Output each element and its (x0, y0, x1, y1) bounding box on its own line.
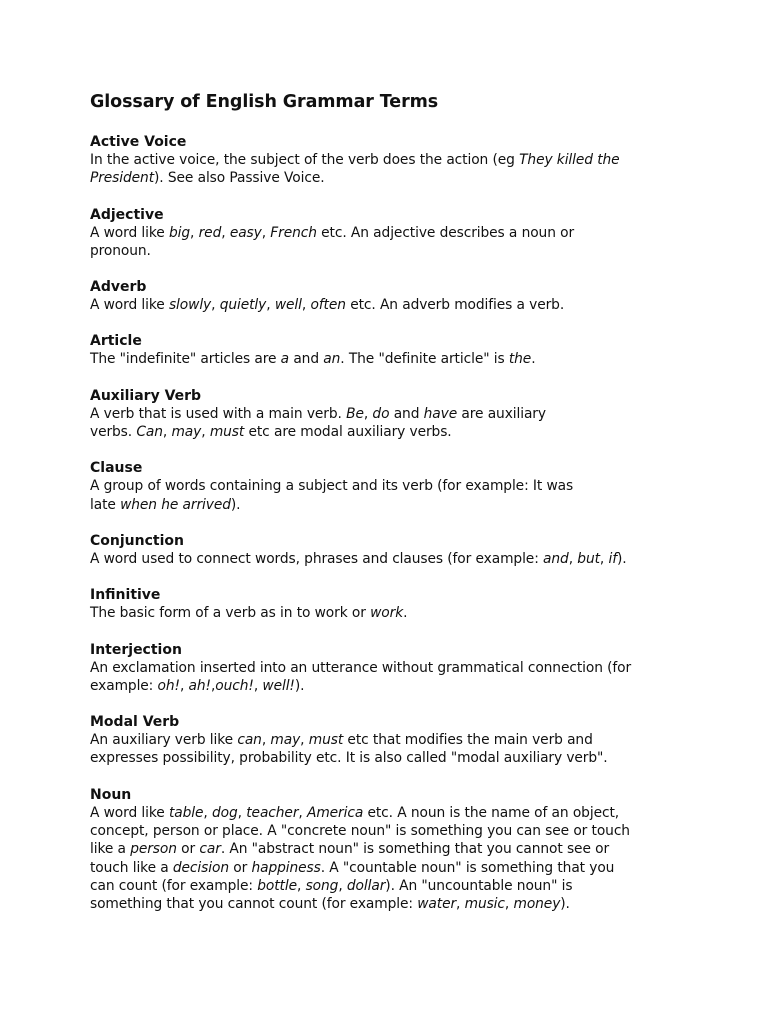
text-run: or (228, 859, 252, 876)
text-run: A verb that is used with a main verb. (90, 405, 347, 422)
text-run: , (221, 224, 230, 241)
text-run: , (568, 550, 578, 567)
definition-line (90, 804, 690, 822)
italic-example: work (370, 605, 404, 622)
text-run: A word used to connect words, phrases and clauses (for example: (90, 550, 544, 567)
glossary-definition (90, 659, 690, 696)
glossary-definition (90, 731, 690, 768)
glossary-entry (90, 387, 690, 442)
italic-example: red (198, 224, 222, 241)
text-run: , (179, 677, 189, 694)
italic-example: They killed the (519, 152, 620, 168)
text-run: are auxiliary (457, 405, 546, 422)
italic-example: may (270, 732, 301, 749)
text-run: or (176, 841, 200, 858)
italic-example: dog (212, 804, 238, 821)
italic-example: Can (136, 424, 163, 441)
italic-example: when he arrived (120, 496, 231, 513)
italic-example: President (90, 170, 155, 187)
definition-line (90, 350, 690, 368)
text-run: A word like (90, 224, 169, 241)
text-run: A group of words containing a subject and its verb (for example: It was (90, 478, 574, 495)
text-run: something that you cannot count (for example: (90, 896, 418, 913)
definition-line (90, 224, 690, 242)
glossary-term: Article (90, 333, 142, 350)
glossary-page (90, 92, 690, 932)
definition-line (90, 423, 690, 441)
glossary-definition (90, 296, 690, 314)
glossary-definition (90, 477, 690, 514)
italic-example: decision (172, 859, 229, 876)
glossary-definition (90, 224, 690, 261)
text-run: , (297, 877, 306, 894)
italic-example: slowly (168, 297, 212, 314)
text-run: late (90, 496, 121, 513)
italic-example: do (372, 405, 390, 422)
text-run: like a (90, 841, 131, 858)
glossary-entry (90, 278, 690, 314)
italic-example: ouch! (215, 677, 254, 694)
glossary-term: Interjection (90, 641, 182, 658)
glossary-term: Adverb (90, 279, 147, 296)
definition-line (90, 169, 690, 187)
italic-example: but (577, 550, 600, 567)
italic-example: happiness (251, 859, 321, 876)
text-run: etc that modifies the main verb and (343, 732, 593, 749)
definition-line (90, 496, 690, 514)
italic-example: an (323, 351, 341, 368)
text-run: An exclamation inserted into an utterance without grammatical connection (for (90, 659, 632, 676)
text-run: , (162, 424, 172, 441)
text-run: can count (for example: (90, 877, 258, 894)
italic-example: a (280, 351, 290, 368)
text-run: ). (230, 496, 241, 513)
glossary-definition (90, 604, 690, 622)
italic-example: teacher (246, 804, 299, 821)
text-run: ). See also Passive Voice. (154, 170, 325, 187)
definition-line (90, 477, 690, 495)
italic-example: easy (229, 224, 262, 241)
definition-line (90, 840, 690, 858)
definition-line (90, 749, 690, 767)
text-run: , (203, 804, 212, 821)
text-run: , (211, 297, 220, 314)
glossary-entries (90, 133, 690, 914)
text-run: ). (294, 677, 305, 694)
glossary-entry (90, 133, 690, 188)
text-run: , (266, 297, 275, 314)
text-run: example: (90, 677, 158, 694)
italic-example: bottle (257, 877, 297, 894)
italic-example: dollar (346, 877, 386, 894)
italic-example: often (310, 297, 346, 314)
text-run: , (300, 732, 309, 749)
italic-example: have (423, 405, 458, 422)
text-run: , (210, 677, 216, 694)
italic-example: Be (346, 405, 364, 422)
italic-example: song (305, 877, 339, 894)
text-run: An auxiliary verb like (90, 732, 238, 749)
text-run: . An "abstract noun" is something that you cannot see or (220, 841, 610, 858)
text-run: etc. A noun is the name of an object, (363, 804, 620, 821)
text-run: verbs. (90, 424, 137, 441)
definition-line (90, 895, 690, 913)
glossary-entry (90, 641, 690, 696)
glossary-entry (90, 206, 690, 261)
text-run: , (237, 804, 247, 821)
definition-line (90, 731, 690, 749)
italic-example: French (270, 224, 317, 241)
text-run: concept, person or place. A "concrete noun" is something you can see or touch (90, 823, 630, 840)
italic-example: must (209, 424, 245, 441)
italic-example: America (306, 804, 364, 821)
definition-line (90, 677, 690, 695)
italic-example: and (543, 550, 569, 567)
glossary-entry (90, 586, 690, 622)
text-run: . (531, 351, 536, 368)
text-run: A word like (90, 297, 169, 314)
glossary-entry (90, 532, 690, 568)
text-run: , (363, 405, 373, 422)
text-run: , (456, 896, 465, 913)
glossary-entry (90, 713, 690, 768)
glossary-term: Adjective (90, 206, 164, 223)
glossary-definition (90, 550, 690, 568)
text-run: , (201, 424, 210, 441)
definition-line (90, 604, 690, 622)
definition-line (90, 859, 690, 877)
glossary-term: Active Voice (90, 134, 187, 150)
italic-example: well! (262, 677, 295, 694)
italic-example: can (237, 732, 262, 749)
glossary-definition (90, 350, 690, 368)
text-run: , (504, 896, 514, 913)
italic-example: person (130, 841, 177, 858)
text-run: ). An "uncountable noun" is (385, 877, 573, 894)
text-run: and (289, 351, 324, 368)
text-run: etc. An adjective describes a noun or (316, 224, 575, 241)
text-run: , (599, 550, 609, 567)
text-run: , (253, 677, 263, 694)
glossary-entry (90, 459, 690, 514)
text-run: . A "countable noun" is something that you (320, 859, 615, 876)
glossary-entry (90, 786, 690, 914)
glossary-definition (90, 151, 690, 188)
definition-line (90, 550, 690, 568)
italic-example: must (308, 732, 344, 749)
text-run: expresses possibility, probability etc. It is also called "modal auxiliary verb". (90, 750, 608, 767)
italic-example: if (608, 550, 617, 567)
text-run: , (261, 224, 271, 241)
text-run: ). (560, 896, 570, 913)
italic-example: ah! (188, 677, 211, 694)
text-run: , (261, 732, 271, 749)
text-run: . The "definite article" is (340, 351, 509, 368)
text-run: The basic form of a verb as in to work or (90, 605, 371, 622)
text-run: , (301, 297, 311, 314)
text-run: , (338, 877, 347, 894)
text-run: In the active voice, the subject of the verb does the action (eg (90, 152, 520, 168)
italic-example: music (464, 896, 505, 913)
glossary-definition (90, 405, 690, 442)
definition-line (90, 822, 690, 840)
italic-example: table (168, 804, 204, 821)
text-run: , (298, 804, 307, 821)
definition-line (90, 242, 690, 260)
text-run: pronoun. (90, 242, 151, 259)
italic-example: quietly (219, 297, 267, 314)
definition-line (90, 296, 690, 314)
italic-example: water (417, 896, 457, 913)
text-run: ). (616, 550, 627, 567)
glossary-term: Conjunction (90, 532, 184, 549)
page-title: Glossary of English Grammar Terms (90, 92, 439, 112)
italic-example: the (508, 351, 532, 368)
text-run: , (190, 224, 199, 241)
glossary-term: Noun (90, 786, 132, 803)
italic-example: well (274, 297, 302, 314)
text-run: A word like (90, 804, 169, 821)
italic-example: may (171, 424, 202, 441)
definition-line (90, 877, 690, 895)
text-run: etc are modal auxiliary verbs. (244, 424, 452, 441)
glossary-term: Clause (90, 460, 143, 477)
italic-example: money (513, 896, 561, 913)
glossary-term: Infinitive (90, 587, 161, 604)
italic-example: oh! (157, 677, 180, 694)
text-run: touch like a (90, 859, 173, 876)
definition-line (90, 151, 690, 169)
italic-example: car (199, 841, 221, 858)
glossary-term: Modal Verb (90, 714, 180, 731)
definition-line (90, 659, 690, 677)
text-run: etc. An adverb modifies a verb. (345, 297, 565, 314)
text-run: The "indefinite" articles are (90, 351, 281, 368)
text-run: and (389, 405, 424, 422)
definition-line (90, 405, 690, 423)
italic-example: big (168, 224, 191, 241)
text-run: . (403, 605, 408, 622)
glossary-term: Auxiliary Verb (90, 387, 202, 404)
glossary-entry (90, 332, 690, 368)
glossary-definition (90, 804, 690, 914)
